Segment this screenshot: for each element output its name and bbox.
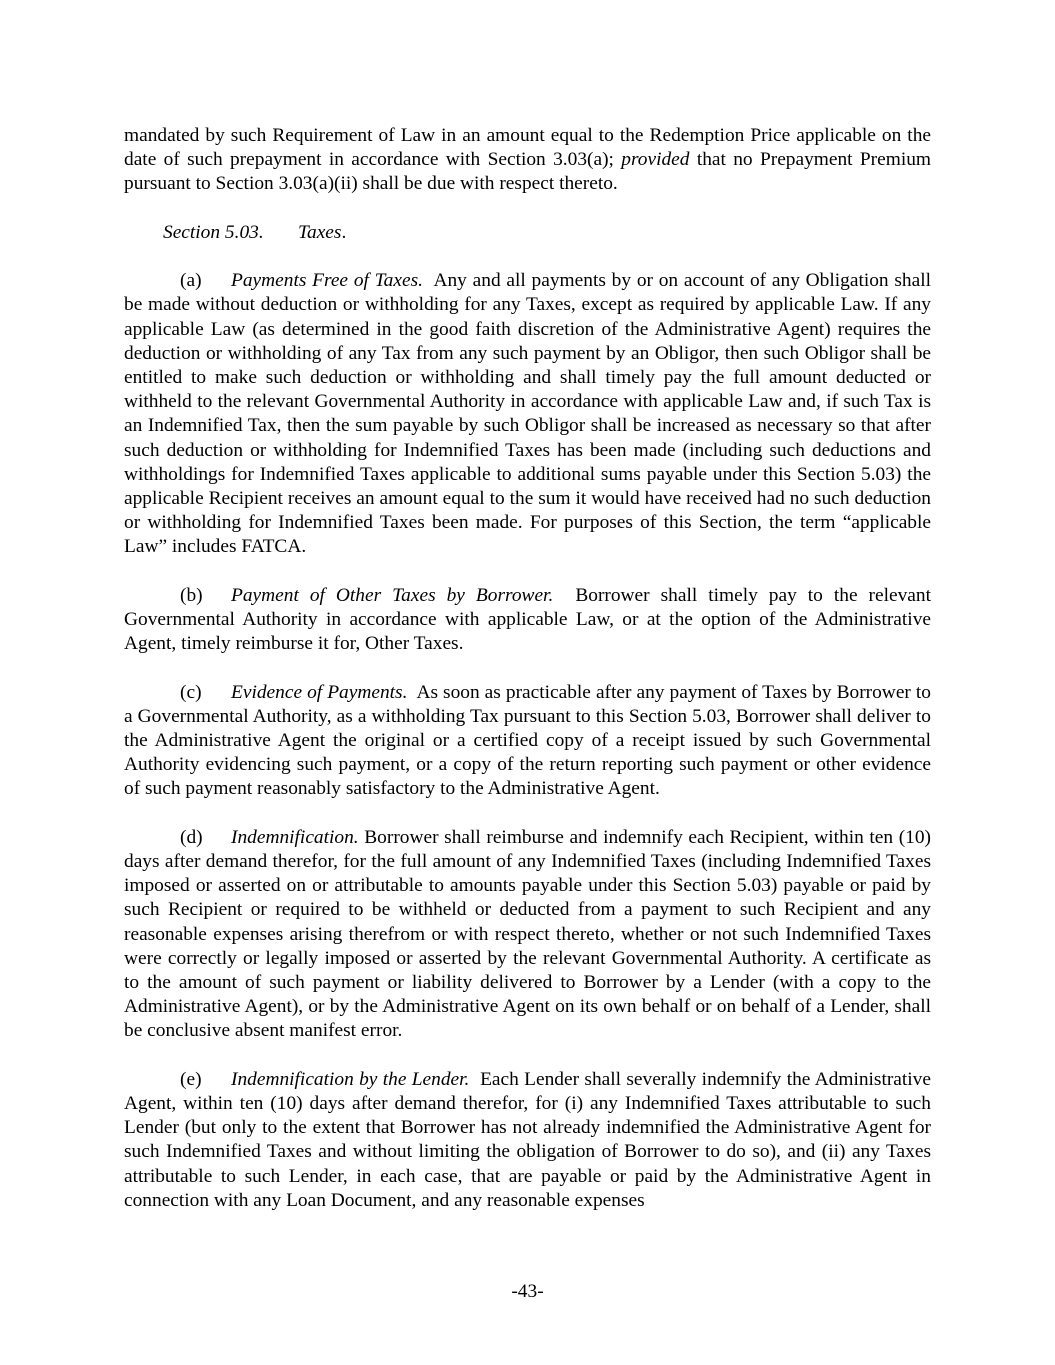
paragraph-e <box>124 1068 931 1213</box>
paragraph-a <box>124 269 931 559</box>
paragraph-b <box>124 584 931 657</box>
paragraph-d <box>124 826 931 1044</box>
paragraph-body: Any and all payments by or on account of any Obligation shall be made without deduction or withholding for any Taxes, except as required by applicable Law. If any applicable Law (as determined in the good faith discretion of the Administrative Agent) requires the deduction or withholding of any Tax from any such payment by an Obligor, then such Obligor shall be entitled to make such deduction or withholding and shall timely pay the full amount deducted or withheld to the relevant Governmental Authority in accordance with applicable Law and, if such Tax is an Indemnified Tax, then the sum payable by such Obligor shall be increased as necessary so that after such deduction or withholding for Indemnified Taxes has been made (including such deductions and withholdings for Indemnified Taxes applicable to additional sums payable under this Section 5.03) the applicable Recipient receives an amount equal to the sum it would have received had no such deduction or withholding for Indemnified Taxes been made. For purposes of this Section, the term “applicable Law” includes FATCA. <box>124 270 932 558</box>
section-title: Taxes <box>298 221 342 243</box>
paragraph-label: (d) <box>180 826 203 848</box>
paragraph-c <box>124 681 931 802</box>
paragraph-body: Each Lender shall severally indemnify the Administrative Agent, within ten (10) days after demand therefor, for (i) any Indemnified Taxes attributable to such Lender (but only to the extent that Borrower has not already indemnified the Administrative Agent for such Indemnified Taxes and without limiting the obligation of Borrower to do so), and (ii) any Taxes attributable to such Lender, in each case, that are payable or paid by the Administrative Agent in connection with any Loan Document, and any reasonable expenses <box>124 1068 931 1211</box>
paragraph-body: Borrower shall reimburse and indemnify each Recipient, within ten (10) days after demand therefor, for the full amount of any Indemnified Taxes (including Indemnified Taxes imposed or asserted on or attributable to amounts payable under this Section 5.03) payable or paid by such Recipient or required to be withheld or deducted from a payment to such Recipient and any reasonable expenses arising therefrom or with respect thereto, whether or not such Indemnified Taxes were correctly or legally imposed or asserted by the relevant Governmental Authority. A certificate as to the amount of such payment or liability delivered to Borrower by a Lender (with a copy to the Administrative Agent), or by the Administrative Agent on its own behalf or on behalf of a Lender, shall be conclusive absent manifest error. <box>124 826 931 1042</box>
paragraph-label: (c) <box>180 681 202 703</box>
intro-text-continued: that no Prepayment Premium pursuant to Section 3.03(a)(ii) shall be due with respect thereto. <box>124 149 931 195</box>
paragraph-heading: Indemnification. <box>231 826 359 848</box>
paragraph-heading: Indemnification by the Lender. <box>231 1068 470 1090</box>
paragraph-label: (b) <box>180 584 203 606</box>
page-number: -43- <box>511 1281 544 1302</box>
paragraph-heading: Payments Free of Taxes. <box>231 270 423 292</box>
paragraph-label: (e) <box>180 1068 202 1090</box>
paragraph-body: As soon as practicable after any payment of Taxes by Borrower to a Governmental Authority, as a withholding Tax pursuant to this Section 5.03, Borrower shall deliver to the Administrative Agent the original or a certified copy of a receipt issued by such Governmental Authority evidencing such payment, or a copy of the return reporting such payment or other evidence of such payment reasonably satisfactory to the Administrative Agent. <box>124 681 931 800</box>
intro-emphasis: provided <box>621 149 690 171</box>
paragraph-heading: Evidence of Payments. <box>231 681 408 703</box>
intro-text: mandated by such Requirement of Law in an amount equal to the Redemption Price applicable on the date of such prepayment in accordance with Section 3.03(a); <box>124 125 931 171</box>
intro-paragraph <box>124 124 931 197</box>
section-heading <box>124 221 931 245</box>
paragraph-heading: Payment of Other Taxes by Borrower. <box>231 584 554 606</box>
section-number: Section 5.03. <box>163 221 264 243</box>
section-title-period: . <box>341 221 347 243</box>
paragraph-body: Borrower shall timely pay to the relevant Governmental Authority in accordance with applicable Law, or at the option of the Administrative Agent, timely reimburse it for, Other Taxes. <box>124 584 931 655</box>
paragraph-label: (a) <box>180 270 202 292</box>
page-body <box>124 124 931 1237</box>
